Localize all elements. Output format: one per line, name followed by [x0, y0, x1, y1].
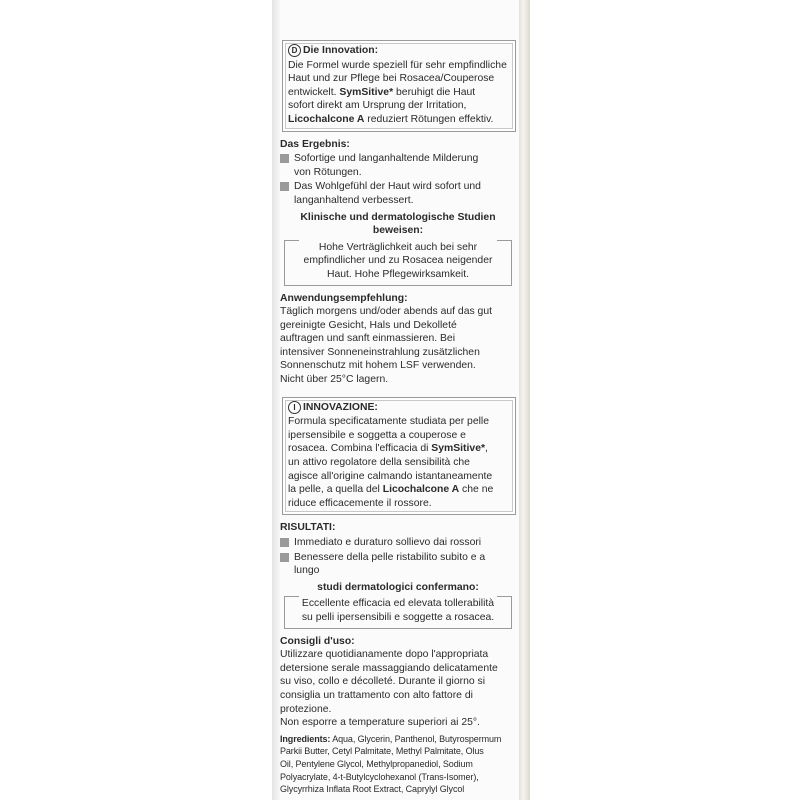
- de-result-list: [280, 152, 516, 207]
- package-left-edge: [272, 0, 280, 800]
- text-line: intensiver Sonneneinstrahlung zusätzlichen: [280, 346, 480, 358]
- language-d-icon: D: [288, 44, 301, 57]
- it-innovation-line: riduce efficacemente il rossore.: [288, 497, 432, 509]
- text-line: Polyacrylate, 4-t-Butylcyclohexanol (Trans-Isomer),: [280, 771, 479, 782]
- text-line: Parkii Butter, Cetyl Palmitate, Methyl Palmitate, Olus: [280, 746, 484, 757]
- text-line: Glycyrrhiza Inflata Root Extract, Caprylyl Glycol: [280, 784, 465, 795]
- text-line: beweisen:: [372, 225, 424, 237]
- it-innovation-line: ipersensibile e soggetta a couperose e: [288, 429, 466, 441]
- text-run: reduziert Rötungen effektiv.: [364, 113, 494, 125]
- de-innovation-box: [282, 40, 516, 132]
- de-innovation-line: Die Formel wurde speziell für sehr empfindliche: [288, 59, 507, 71]
- text-line: protezione.: [280, 703, 332, 715]
- text-line: langanhaltend verbessert.: [294, 194, 414, 206]
- square-bullet-icon: [280, 182, 289, 191]
- it-innovation-heading: [288, 401, 510, 415]
- it-studies-title: studi dermatologici confermano:: [317, 581, 479, 593]
- list-item-text: Immediato e duraturo sollievo dai rossori: [294, 537, 482, 548]
- text-run: entwickelt.: [288, 86, 340, 98]
- text-run: rosacea. Combina l'efficacia di: [288, 443, 432, 455]
- de-studies-box: [284, 240, 512, 286]
- text-line: empfindlicher und zu Rosacea neigender: [303, 255, 493, 267]
- list-item: [280, 536, 516, 550]
- de-innovation-line: [288, 113, 510, 127]
- text-line: Eccellente efficacia ed elevata tollerabilità: [301, 598, 495, 610]
- text-line: von Rötungen.: [294, 166, 362, 178]
- de-innovation-line: [288, 86, 510, 100]
- text-line: Hohe Verträglichkeit auch bei sehr: [318, 241, 478, 253]
- text-line: Sonnenschutz mit hohem LSF verwenden.: [280, 360, 476, 372]
- it-innovation-line: un attivo regolatore della sensibilità che: [288, 457, 470, 469]
- text-line: Nicht über 25°C lagern.: [280, 374, 389, 386]
- de-result-title: Das Ergebnis:: [280, 138, 350, 150]
- it-innovation-line: agisce all'origine calmando istantaneamente: [288, 470, 493, 482]
- ingredients-list: [280, 733, 516, 796]
- ingredients-label: Ingredients:: [280, 733, 331, 744]
- list-item: [280, 180, 516, 207]
- text-line: Haut. Hohe Pflegewirksamkeit.: [326, 268, 470, 280]
- text-line: Klinische und dermatologische Studien: [300, 211, 496, 223]
- licochalcone-name: Licochalcone A: [288, 113, 365, 125]
- de-usage-text: [280, 305, 516, 387]
- it-result-list: [280, 536, 516, 578]
- text-run: Aqua, Glycerin, Panthenol, Butyrospermum: [330, 733, 502, 744]
- list-item-text: [294, 152, 478, 179]
- de-studies-title: [280, 211, 516, 238]
- text-run: che ne: [459, 484, 494, 496]
- it-innovation-line: [288, 442, 510, 456]
- de-innovation-line: Haut und zur Pflege bei Rosacea/Couperose: [288, 73, 495, 85]
- list-item: [280, 551, 516, 578]
- it-usage-text: [280, 648, 516, 730]
- it-innovation-line: [288, 483, 510, 497]
- de-usage-title: Anwendungsempfehlung:: [280, 292, 408, 304]
- it-result-title: RISULTATI:: [280, 522, 336, 534]
- text-line: su pelli ipersensibili e soggette a rosacea.: [301, 611, 495, 623]
- square-bullet-icon: [280, 553, 289, 562]
- square-bullet-icon: [280, 154, 289, 163]
- it-innovation-box: [282, 397, 516, 516]
- text-run: beruhigt die Haut: [393, 86, 476, 98]
- text-line: auftragen und sanft einmassieren. Bei: [280, 333, 456, 345]
- text-line: [280, 733, 516, 746]
- it-usage-title: Consigli d'uso:: [280, 635, 355, 647]
- text-line: Oil, Pentylene Glycol, Methylpropanediol, Sodium: [280, 758, 473, 769]
- text-line: gereinigte Gesicht, Hals und Dekolleté: [280, 319, 457, 331]
- text-line: Benessere della pelle ristabilito subito e a: [294, 551, 486, 563]
- text-line: su viso, collo e décolleté. Durante il giorno si: [280, 676, 486, 688]
- text-run: ,: [485, 443, 488, 455]
- de-innovation-heading: [288, 44, 510, 58]
- language-i-icon: I: [288, 401, 301, 414]
- it-innovation-title: INNOVAZIONE:: [303, 401, 378, 413]
- symsitive-name: SymSitive*: [339, 86, 394, 98]
- label-text-column: [280, 40, 516, 796]
- square-bullet-icon: [280, 538, 289, 547]
- it-studies-box: [284, 596, 512, 628]
- licochalcone-name: Licochalcone A: [382, 484, 460, 496]
- package-right-edge: [519, 0, 530, 800]
- text-line: Utilizzare quotidianamente dopo l'appropriata: [280, 649, 489, 661]
- symsitive-name: SymSitive*: [431, 443, 486, 455]
- text-line: consiglia un trattamento con alto fattore di: [280, 689, 473, 701]
- de-innovation-title: Die Innovation:: [303, 45, 379, 56]
- text-line: Non esporre a temperature superiori ai 25°.: [280, 717, 480, 729]
- text-run: la pelle, a quella del: [288, 484, 383, 496]
- text-line: Das Wohlgefühl der Haut wird sofort und: [294, 181, 481, 193]
- text-line: Täglich morgens und/oder abends auf das gut: [280, 306, 492, 318]
- text-line: Sofortige und langanhaltende Milderung: [294, 153, 479, 165]
- it-innovation-line: Formula specificatamente studiata per pelle: [288, 416, 489, 428]
- de-innovation-line: sofort direkt am Ursprung der Irritation,: [288, 100, 467, 112]
- text-line: detersione serale massaggiando delicatamente: [280, 662, 498, 674]
- text-line: lungo: [294, 565, 320, 577]
- list-item: [280, 152, 516, 179]
- list-item-text: [294, 551, 485, 578]
- list-item-text: [294, 180, 481, 207]
